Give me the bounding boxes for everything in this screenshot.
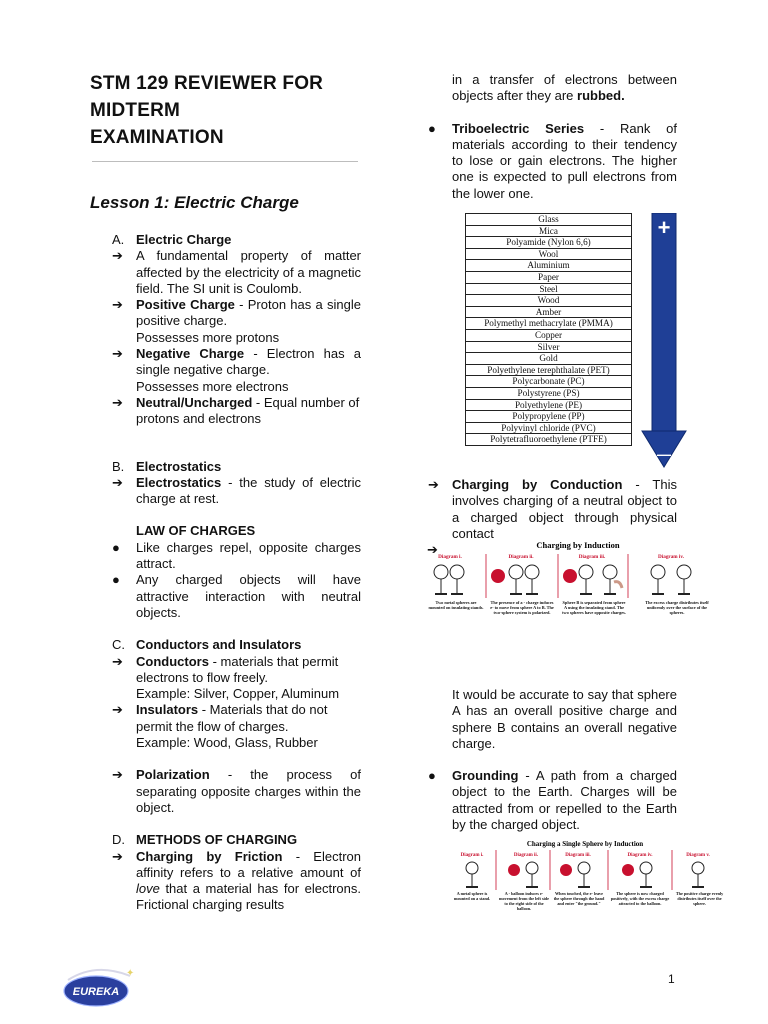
table-row [466,260,632,272]
section-d-title: METHODS OF CHARGING [136,832,298,848]
arrow-bullet-icon: ➔ [112,767,123,783]
table-row [466,271,632,283]
arrow-bullet-icon: ➔ [428,477,439,492]
table-row [466,399,632,411]
single-caption-1: A metal sphere is mounted on a stand. [453,891,491,901]
section-c-heading [112,637,361,653]
series-material-cell: Aluminium [466,260,632,272]
single-caption-4: The sphere is now charged positively, with the excess charge attracted to the balloon. [610,891,670,906]
charging-by-induction-diagram [428,538,713,630]
term-friction: Charging by Friction [136,848,283,864]
series-material-cell: Polymethyl methacrylate (PMMA) [466,318,632,330]
list-item [112,572,361,621]
single-caption-3: When touched, the e- leave the sphere through the hand and enter "the ground." [553,891,605,906]
arrow-bullet-icon: ➔ [112,297,123,313]
series-material-cell: Wool [466,248,632,260]
friction-definition-a: - Electron affinity refers to a relative amount of [136,848,361,880]
law-item-1: Like charges repel, opposite charges attract. [136,539,361,572]
term-electrostatics: Electrostatics [136,474,222,490]
table-row [466,283,632,295]
single-label-3: Diagram iii. [565,853,591,858]
section-b-heading [112,459,361,475]
right-column-top [428,72,677,202]
table-row [466,306,632,318]
induction-label-3: Diagram iii. [578,554,606,560]
series-material-cell: Polytetrafluoroethylene (PTFE) [466,434,632,446]
series-material-cell: Polycarbonate (PC) [466,376,632,388]
single-sphere-induction-diagram [450,838,725,922]
list-item [112,849,361,914]
title-line-1: STM 129 REVIEWER FOR [90,73,324,94]
arrow-bullet-icon: ➔ [112,702,123,718]
arrow-plus-label: + [657,215,671,240]
list-item [112,540,361,573]
page-number: 1 [668,972,675,986]
series-material-cell: Glass [466,214,632,226]
section-b-letter: B. [112,458,125,474]
term-conductors: Conductors [136,653,209,669]
section-c-title: Conductors and Insulators [136,637,302,653]
neutral-definition: - Equal number of protons and electrons [136,394,360,427]
arrow-bullet-icon: ➔ [427,542,438,557]
left-column [112,232,361,914]
positive-charge-note: Possesses more protons [136,329,280,345]
arrow-bullet-icon: ➔ [112,394,123,410]
table-row [466,214,632,226]
list-item [112,702,361,751]
series-material-cell: Polyethylene (PE) [466,399,632,411]
positive-charge-definition: - Proton has a single positive charge. [136,297,361,329]
series-material-cell: Polystyrene (PS) [466,387,632,399]
table-row [466,353,632,365]
list-item [112,248,361,297]
arrow-bullet-icon: ➔ [112,248,123,264]
term-polarization: Polarization [136,767,210,783]
induction-scene-4 [651,565,691,595]
term-grounding: Grounding [452,768,519,784]
list-item [112,654,361,703]
dot-bullet-icon: ● [112,572,120,588]
conductors-example: Example: Silver, Copper, Aluminum [136,686,340,702]
series-direction-arrow-icon [640,213,688,468]
series-material-cell: Copper [466,329,632,341]
triboelectric-series-body [466,214,632,446]
induction-scene-2 [491,565,539,595]
single-label-1: Diagram i. [460,853,484,858]
induction-diagram-title: Charging by Induction [536,540,620,550]
induction-label-1: Diagram i. [438,554,462,560]
induction-caption-3: Sphere B is separated from sphere A using the insulating stand. The two spheres have opposite charges. [562,600,626,615]
law-heading-row [112,523,361,539]
dot-bullet-icon: ● [428,768,436,784]
insulators-definition: - Materials that do not permit the flow of charges. [136,702,328,734]
table-row [466,387,632,399]
single-label-2: Diagram ii. [513,853,539,858]
single-label-4: Diagram iv. [627,853,653,858]
list-item [112,297,361,346]
table-row [466,318,632,330]
table-row [466,225,632,237]
induction-label-2: Diagram ii. [508,554,534,560]
term-negative-charge: Negative Charge [136,346,245,362]
series-material-cell: Polypropylene (PP) [466,411,632,423]
single-label-5: Diagram v. [686,853,710,858]
table-row [466,422,632,434]
induction-caption-2: The presence of a - charge induces e- to move from sphere A to B. The two-sphere system is polarized. [490,600,554,615]
series-material-cell: Amber [466,306,632,318]
negative-charge-note: Possesses more electrons [136,378,289,394]
arrow-bullet-icon: ➔ [112,653,123,669]
arrow-shaft [652,213,676,433]
arrow-bullet-icon: ➔ [112,346,123,362]
term-rubbed: rubbed. [577,88,625,104]
star-icon: ✦ [126,968,135,979]
lesson-heading: Lesson 1: Electric Charge [90,193,299,212]
single-caption-2: A - balloon induces e- movement from the left side to the right side of the balloon. [499,891,549,911]
conduction-definition: - This involves charging of a neutral object to a charged object through physical contact [452,477,677,541]
list-item [428,121,677,202]
series-material-cell: Steel [466,283,632,295]
arrow-bullet-icon: ➔ [112,848,123,864]
series-material-cell: Gold [466,353,632,365]
document-title [90,70,390,151]
term-neutral: Neutral/Uncharged [136,394,253,410]
list-item [112,346,361,395]
right-column-bottom [428,687,677,833]
friction-love: love [136,881,160,897]
table-row [466,364,632,376]
table-row [466,341,632,353]
list-item [112,767,361,816]
friction-continuation: in a transfer of electrons between objects after they are [452,72,677,104]
right-column-conduction [428,477,677,542]
eureka-logo [60,966,140,1011]
series-material-cell: Polyvinyl chloride (PVC) [466,422,632,434]
induction-label-4: Diagram iv. [658,554,684,560]
table-row [466,237,632,249]
table-row [466,376,632,388]
series-material-cell: Silver [466,341,632,353]
table-row [466,329,632,341]
list-item [428,477,677,542]
series-material-cell: Paper [466,271,632,283]
negative-charge-definition: - Electron has a single negative charge. [136,346,362,378]
term-triboelectric: Triboelectric Series [452,120,585,136]
single-diagram-title: Charging a Single Sphere by Induction [526,840,644,848]
list-item [112,395,361,428]
list-item [112,475,361,508]
title-divider [92,161,358,162]
insulators-example: Example: Wood, Glass, Rubber [136,735,318,751]
law-item-2: Any charged objects will have attractive interaction with neutral objects. [136,572,361,620]
table-row [466,248,632,260]
triboelectric-series-table [465,213,632,446]
section-a-heading [112,232,361,248]
section-b-title: Electrostatics [136,458,222,474]
series-material-cell: Mica [466,225,632,237]
single-caption-5: The positive charge evenly distributes itself over the sphere. [675,891,724,906]
friction-definition-b: that a material has for electrons. Frictional charging results [136,881,361,913]
term-positive-charge: Positive Charge [136,297,235,313]
triboelectric-definition: - Rank of materials according to their tendency to lose or gain electrons. The higher one is expected to pull electrons from the lower one. [452,120,677,201]
conductors-definition: - materials that permit electrons to flow freely. [136,653,339,685]
term-conduction: Charging by Conduction [452,477,623,492]
title-line-3: EXAMINATION [90,127,224,148]
induction-scene-1 [434,565,464,595]
grounding-definition: - A path from a charged object to the Earth. Charges will be attracted from or repelled to the Earth by the charged object. [452,768,677,833]
section-c-letter: C. [112,637,125,653]
section-d-heading [112,832,361,848]
polarization-definition: - the process of separating opposite charges within the object. [136,767,361,815]
series-material-cell: Polyamide (Nylon 6,6) [466,237,632,249]
electrostatics-definition: - the study of electric charge at rest. [136,474,361,507]
table-row [466,295,632,307]
series-material-cell: Wood [466,295,632,307]
series-material-cell: Polyethylene terephthalate (PET) [466,364,632,376]
arrow-bullet-icon: ➔ [112,474,123,490]
logo-text: EUREKA [72,986,120,998]
induction-caption-4: The excess charge distributes itself uniformly over the surface of the spheres. [645,600,709,615]
title-line-2: MIDTERM [90,100,181,121]
section-a-letter: A. [112,232,125,247]
term-insulators: Insulators [136,702,199,718]
dot-bullet-icon: ● [428,120,436,136]
section-d-letter: D. [112,832,125,848]
dot-bullet-icon: ● [112,539,120,555]
single-sphere-scenes [466,862,704,888]
induction-scene-3 [563,565,622,595]
table-row [466,434,632,446]
table-row [466,411,632,423]
law-of-charges-title: LAW OF CHARGES [136,523,256,539]
arrow-minus-label: — [657,446,671,462]
section-a-title: Electric Charge [136,232,232,247]
electric-charge-definition: A fundamental property of matter affected by the electricity of a magnetic field. The SI unit is Coulomb. [136,248,361,296]
list-item [428,768,677,833]
induction-conclusion: It would be accurate to say that sphere A has an overall positive charge and sphere B contains an overall negative charge. [452,687,677,751]
induction-caption-1: Two metal spheres are mounted on insulating stands. [428,600,484,610]
